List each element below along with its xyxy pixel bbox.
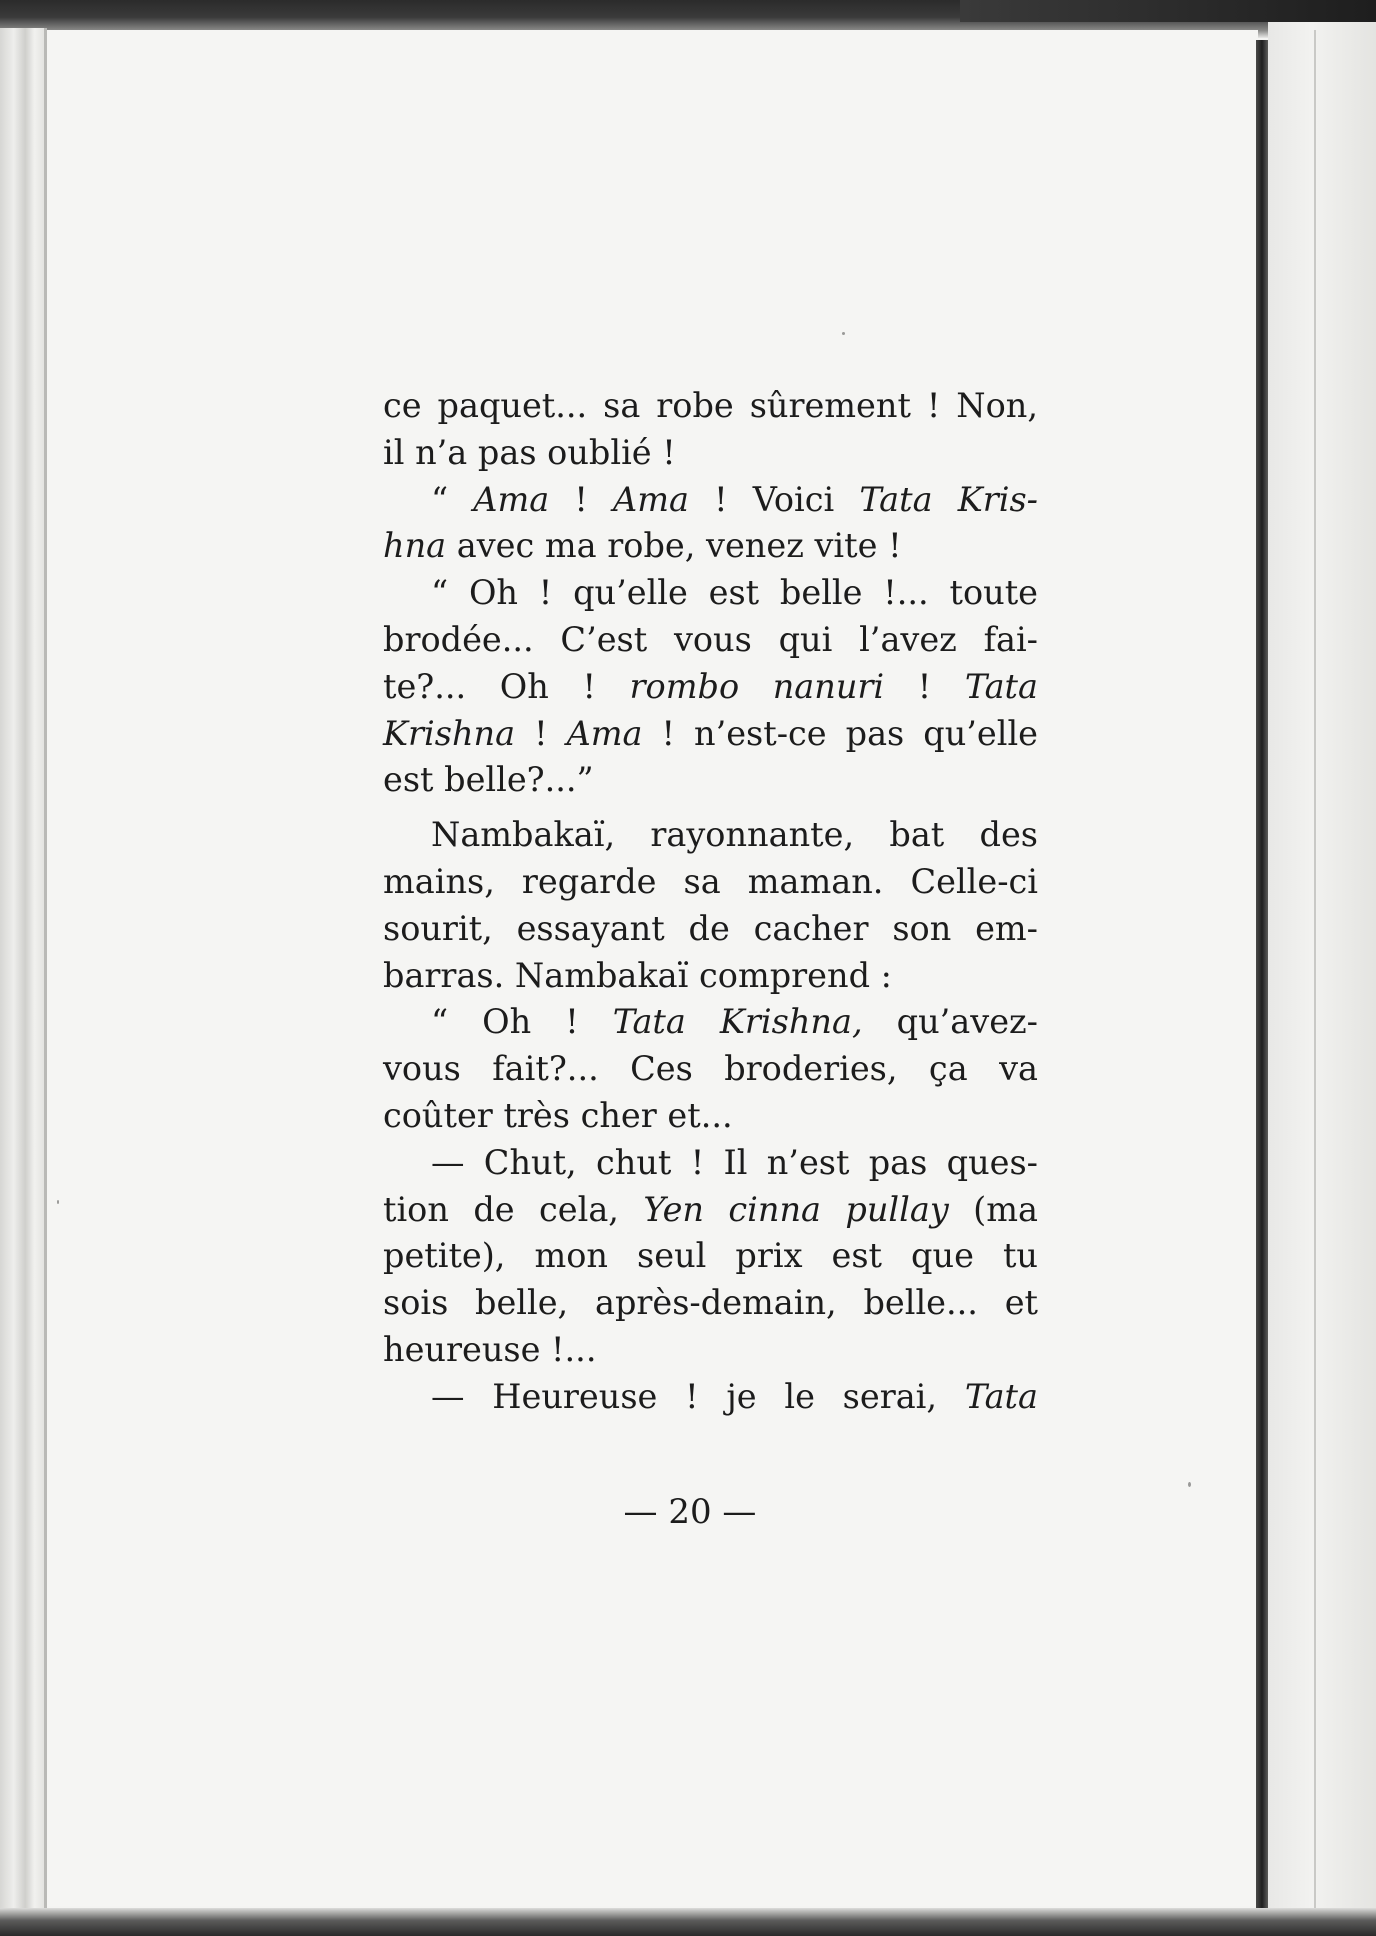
text-line (383, 664, 1038, 711)
text-line (383, 1233, 1038, 1280)
text-segment: “ Oh ! (431, 1002, 613, 1042)
text-line (383, 757, 1038, 804)
text-segment: ! Voici (688, 479, 860, 519)
text-line (383, 1280, 1038, 1327)
left-page-edges (0, 28, 46, 1908)
italic-text: Ama (613, 479, 689, 519)
text-line (383, 570, 1038, 617)
text-line (383, 906, 1038, 953)
italic-text: Ama (566, 713, 643, 753)
binding-gutter (1256, 40, 1268, 1908)
text-line (383, 812, 1038, 859)
page-number: — 20 — (623, 1492, 757, 1532)
text-line (383, 953, 1038, 1000)
italic-text: rombo nanuri (629, 666, 885, 706)
italic-text: Krishna (383, 713, 516, 753)
text-line (383, 1187, 1038, 1234)
text-segment: coûter très cher et... (383, 1095, 733, 1135)
italic-text: Tata Krishna, (612, 1002, 863, 1042)
text-segment: barras. Nambakaï comprend : (383, 955, 892, 995)
text-segment: petite), mon seul prix est que tu (383, 1236, 1038, 1276)
text-segment: sourit, essayant de cacher son em- (383, 908, 1038, 948)
speck (1188, 1482, 1191, 1487)
text-line (383, 1374, 1038, 1421)
text-line (383, 999, 1038, 1046)
text-segment: ce paquet... sa robe sûrement ! Non, (383, 386, 1038, 425)
text-segment: brodée... C’est vous qui l’avez fai- (383, 619, 1038, 659)
text-segment: te?... Oh ! (383, 666, 630, 706)
text-line (383, 523, 1038, 570)
body-text (383, 383, 1038, 1421)
text-line (383, 1093, 1038, 1140)
right-margin (1268, 22, 1376, 1908)
text-line (383, 477, 1038, 524)
speck (57, 1200, 59, 1204)
text-segment: est belle?...” (383, 760, 594, 800)
text-segment: ! n’est-ce pas qu’elle (642, 713, 1038, 753)
text-segment: “ (431, 479, 474, 519)
text-segment: “ Oh ! qu’elle est belle !... toute (431, 573, 1038, 613)
text-segment: ! (884, 666, 965, 706)
text-segment: avec ma robe, venez vite ! (446, 526, 902, 566)
scanner-bottom-shadow (0, 1908, 1376, 1936)
text-line (383, 859, 1038, 906)
text-line (383, 1327, 1038, 1374)
text-segment: (ma (948, 1189, 1038, 1229)
text-segment: qu’avez- (862, 1002, 1038, 1042)
text-segment: sois belle, après-demain, belle... et (383, 1283, 1038, 1323)
text-segment: — Heureuse ! je le serai, (431, 1376, 965, 1416)
text-segment: tion de cela, (383, 1189, 644, 1229)
italic-text: Ama (473, 479, 550, 519)
italic-text: Tata (964, 1376, 1038, 1416)
scanner-top-shadow-right (960, 0, 1376, 22)
text-segment: Nambakaï, rayonnante, bat des (431, 815, 1038, 855)
text-segment: vous fait?... Ces broderies, ça va (383, 1049, 1038, 1089)
right-thin-line (1314, 30, 1316, 1908)
italic-text: Yen cinna pullay (643, 1189, 949, 1229)
text-segment: mains, regarde sa maman. Celle-ci (383, 861, 1038, 901)
text-segment: heureuse !... (383, 1329, 597, 1369)
text-segment: il n’a pas oublié ! (383, 432, 676, 472)
italic-text: hna (383, 526, 447, 566)
text-line (383, 1140, 1038, 1187)
text-line (383, 711, 1038, 758)
text-line (383, 617, 1038, 664)
text-line (383, 383, 1038, 430)
text-segment: ! (549, 479, 614, 519)
speck (842, 332, 845, 335)
italic-text: Tata Kris- (859, 479, 1038, 519)
text-line (383, 1046, 1038, 1093)
text-line (383, 430, 1038, 477)
text-segment: ! (515, 713, 567, 753)
text-segment: — Chut, chut ! Il n’est pas ques- (431, 1142, 1038, 1182)
italic-text: Tata (964, 666, 1038, 706)
